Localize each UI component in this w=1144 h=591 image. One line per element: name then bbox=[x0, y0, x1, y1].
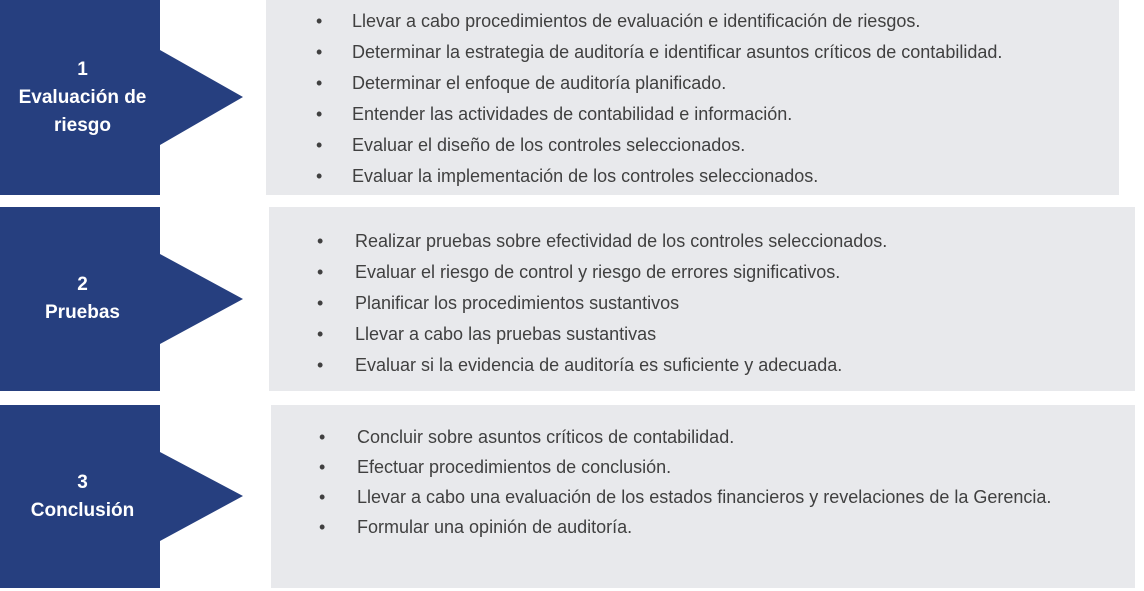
stage-2-arrow bbox=[0, 207, 245, 391]
list-item: • Realizar pruebas sobre efectividad de los controles seleccionados. bbox=[269, 226, 1135, 257]
bullet-icon: • bbox=[316, 166, 323, 186]
list-item: • Efectuar procedimientos de conclusión. bbox=[271, 452, 1135, 482]
stage-1-list bbox=[266, 6, 1119, 192]
stage-3-arrow bbox=[0, 405, 245, 588]
stage-1-arrow bbox=[0, 0, 245, 195]
bullet-icon: • bbox=[319, 487, 326, 507]
bullet-icon: • bbox=[319, 457, 326, 477]
bullet-icon: • bbox=[317, 293, 324, 313]
bullet-icon: • bbox=[316, 135, 323, 155]
list-item: • Llevar a cabo procedimientos de evaluación e identificación de riesgos. bbox=[266, 6, 1119, 37]
list-item: • Llevar a cabo las pruebas sustantivas bbox=[269, 319, 1135, 350]
list-item: • Determinar la estrategia de auditoría e identificar asuntos críticos de contabilidad. bbox=[266, 37, 1119, 68]
stage-evaluacion-riesgo bbox=[0, 0, 1144, 195]
stage-2-title: Pruebas bbox=[45, 302, 120, 323]
stage-2-list bbox=[269, 226, 1135, 381]
stage-1-panel bbox=[266, 0, 1119, 195]
list-item: • Llevar a cabo una evaluación de los estados financieros y revelaciones de la Gerencia. bbox=[271, 482, 1135, 512]
stage-3-number: 3 bbox=[77, 471, 88, 493]
bullet-icon: • bbox=[316, 11, 323, 31]
stage-conclusion bbox=[0, 405, 1144, 588]
stage-3-title: Conclusión bbox=[30, 499, 135, 521]
list-item: • Concluir sobre asuntos críticos de contabilidad. bbox=[271, 422, 1135, 452]
stage-1-number: 1 bbox=[77, 58, 88, 80]
stage-pruebas bbox=[0, 207, 1144, 391]
bullet-icon: • bbox=[317, 355, 324, 375]
stage-2-panel bbox=[269, 207, 1135, 391]
bullet-icon: • bbox=[316, 104, 323, 124]
bullet-icon: • bbox=[319, 517, 326, 537]
list-item: • Formular una opinión de auditoría. bbox=[271, 512, 1135, 542]
list-item: • Evaluar si la evidencia de auditoría es suficiente y adecuada. bbox=[269, 350, 1135, 381]
bullet-icon: • bbox=[317, 324, 324, 344]
list-item: • Determinar el enfoque de auditoría planificado. bbox=[266, 68, 1119, 99]
stage-2-number: 2 bbox=[77, 274, 88, 295]
bullet-icon: • bbox=[319, 427, 326, 447]
stage-2-label bbox=[0, 207, 165, 391]
stage-3-label bbox=[0, 405, 165, 588]
bullet-icon: • bbox=[316, 73, 323, 93]
list-item: • Evaluar la implementación de los controles seleccionados. bbox=[266, 161, 1119, 192]
stage-1-title: Evaluación de riesgo bbox=[18, 86, 147, 136]
list-item: • Entender las actividades de contabilidad e información. bbox=[266, 99, 1119, 130]
bullet-icon: • bbox=[317, 231, 324, 251]
list-item: • Evaluar el riesgo de control y riesgo de errores significativos. bbox=[269, 257, 1135, 288]
list-item: • Planificar los procedimientos sustantivos bbox=[269, 288, 1135, 319]
bullet-icon: • bbox=[317, 262, 324, 282]
bullet-icon: • bbox=[316, 42, 323, 62]
stage-3-panel bbox=[271, 405, 1135, 588]
stage-1-label bbox=[0, 0, 165, 195]
stage-3-list bbox=[271, 422, 1135, 542]
list-item: • Evaluar el diseño de los controles seleccionados. bbox=[266, 130, 1119, 161]
